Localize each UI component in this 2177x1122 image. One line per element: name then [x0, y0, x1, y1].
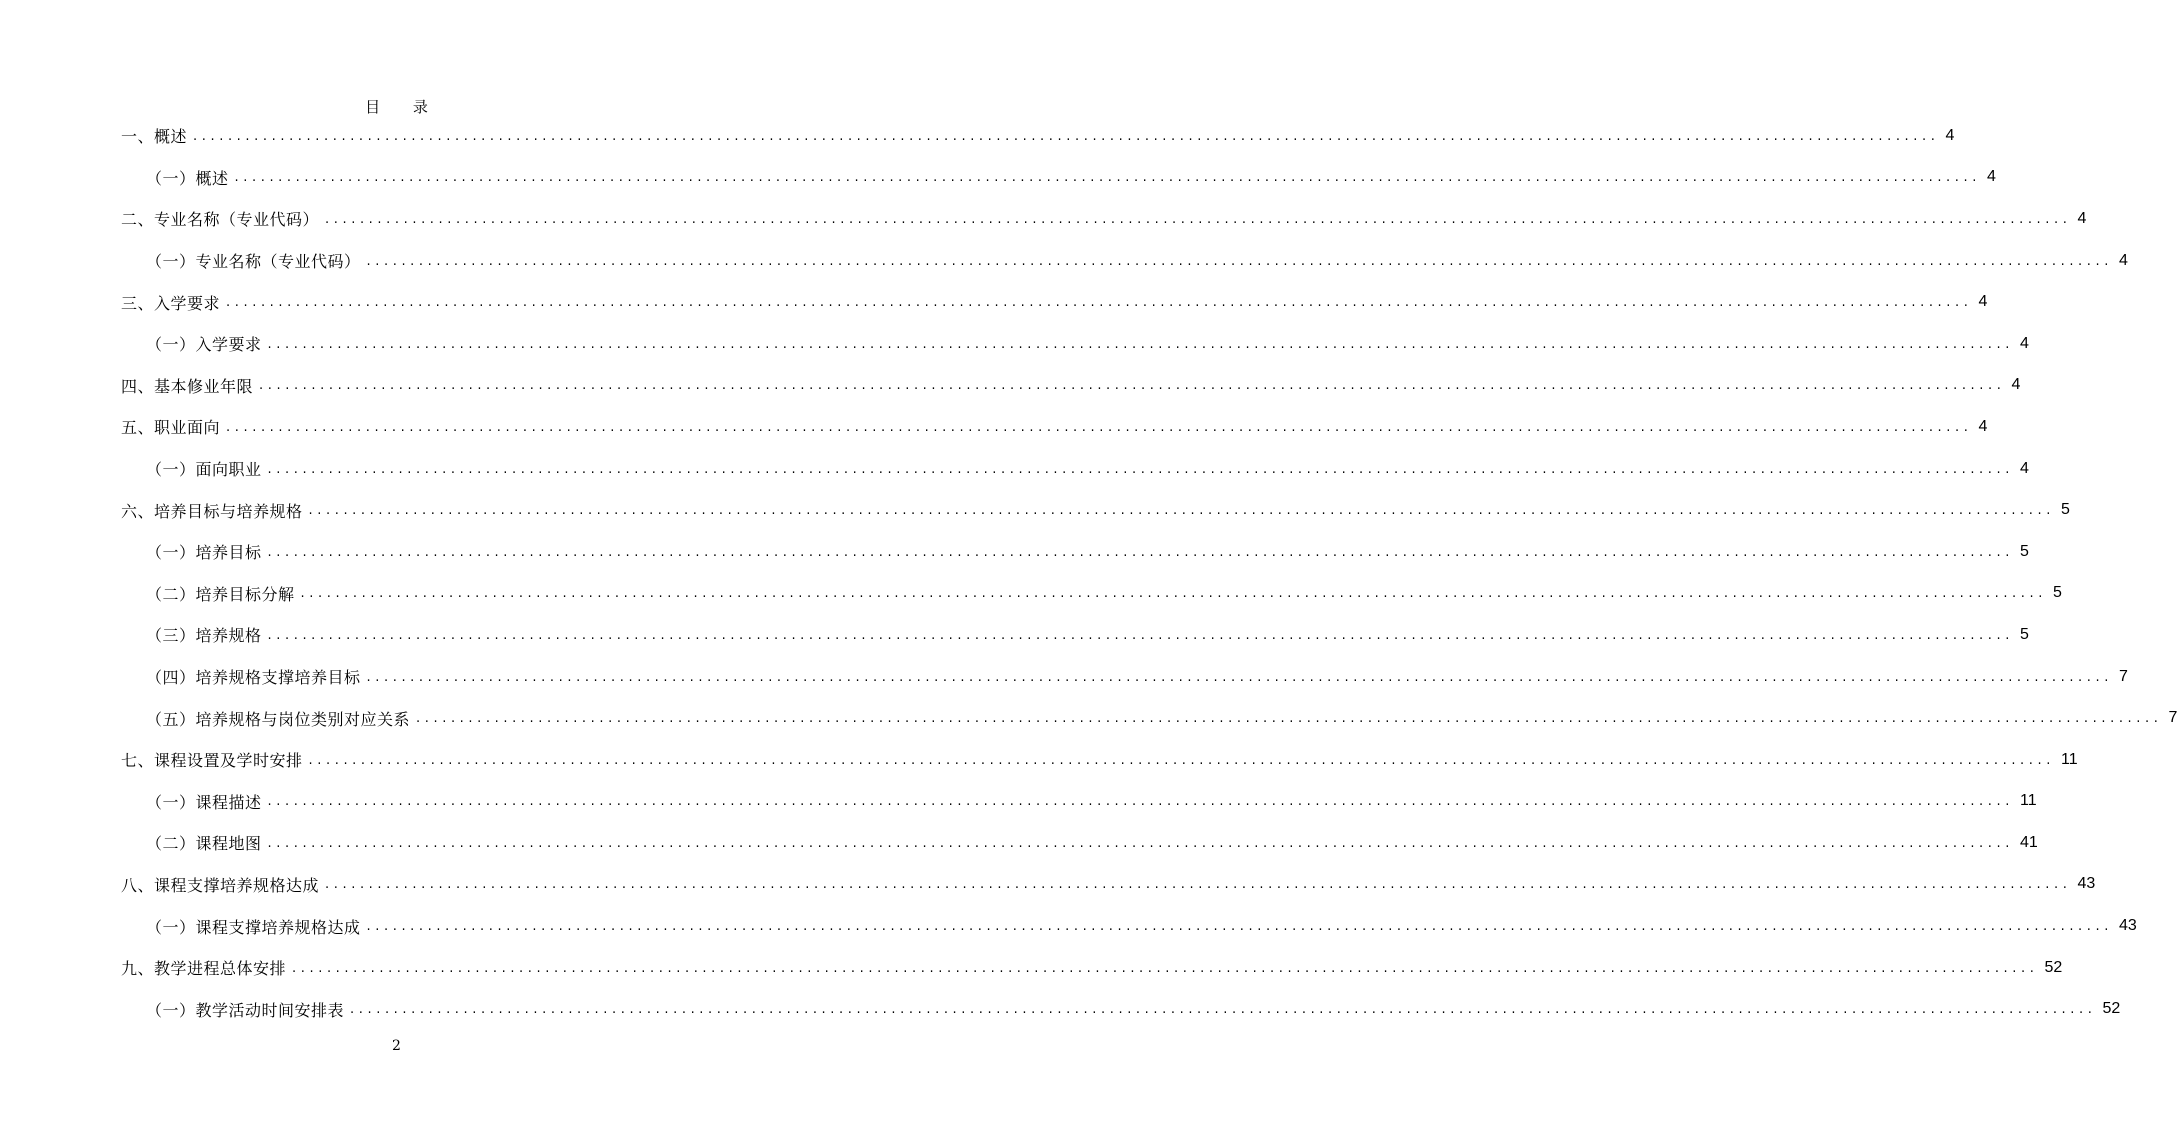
toc-entry-page-number: 41 — [2019, 833, 2038, 851]
toc-entry-page-number: 4 — [1978, 417, 1988, 435]
toc-entry-page-number: 5 — [2019, 542, 2029, 560]
toc-entry[interactable] — [0, 739, 2078, 781]
toc-entry[interactable] — [0, 781, 2037, 823]
toc-dot-leader: ........................................................................................................................................................................................................ — [292, 960, 2039, 976]
toc-entry-title: （一）专业名称（专业代码） — [146, 252, 361, 272]
toc-dot-leader: ........................................................................................................................................................................................................ — [366, 919, 2113, 935]
toc-entry-title: 八、课程支撑培养规格达成 — [121, 875, 320, 895]
toc-entry-page-number: 7 — [2118, 667, 2128, 685]
toc-entry-title: （五）培养规格与岗位类别对应关系 — [146, 709, 411, 729]
toc-dot-leader: ........................................................................................................................................................................................................ — [366, 669, 2113, 685]
toc-entry-title: 四、基本修业年限 — [121, 376, 254, 396]
toc-entry[interactable] — [0, 822, 2038, 864]
toc-dot-leader: ........................................................................................................................................................................................................ — [267, 794, 2014, 810]
toc-entry-title: （四）培养规格支撑培养目标 — [146, 668, 361, 688]
toc-entry[interactable] — [0, 864, 2096, 906]
toc-entry-page-number: 5 — [2052, 584, 2062, 602]
toc-entry-page-number: 5 — [2060, 501, 2070, 519]
toc-entry-page-number: 43 — [2077, 875, 2096, 893]
toc-dot-leader: ........................................................................................................................................................................................................ — [267, 336, 2014, 352]
toc-entry[interactable] — [0, 198, 2087, 240]
toc-entry-title: 五、职业面向 — [121, 418, 221, 438]
toc-dot-leader: ........................................................................................................................................................................................................ — [366, 253, 2113, 269]
toc-entry[interactable] — [0, 240, 2128, 282]
toc-entry[interactable] — [0, 448, 2029, 490]
toc-entry-page-number: 4 — [2011, 376, 2021, 394]
toc-entry-page-number: 11 — [2019, 792, 2037, 810]
toc-entry-title: （三）培养规格 — [146, 626, 262, 646]
page-number: 2 — [392, 1038, 401, 1054]
toc-entry[interactable] — [0, 323, 2029, 365]
toc-dot-leader: ........................................................................................................................................................................................................ — [267, 544, 2014, 560]
toc-entry-title: 七、课程设置及学时安排 — [121, 751, 303, 771]
toc-dot-leader: ........................................................................................................................................................................................................ — [350, 1002, 2097, 1018]
toc-entry-title: （一）教学活动时间安排表 — [146, 1000, 345, 1020]
toc-entry-page-number: 4 — [2019, 459, 2029, 477]
toc-dot-leader: ........................................................................................................................................................................................................ — [300, 586, 2047, 602]
toc-dot-leader: ........................................................................................................................................................................................................ — [325, 877, 2072, 893]
toc-entry[interactable] — [0, 531, 2029, 573]
toc-entry-title: （一）入学要求 — [146, 335, 262, 355]
toc-entry-title: （二）课程地图 — [146, 834, 262, 854]
toc-entry[interactable] — [0, 115, 1955, 157]
toc-dot-leader: ........................................................................................................................................................................................................ — [267, 835, 2014, 851]
toc-dot-leader: ........................................................................................................................................................................................................ — [226, 295, 1973, 311]
toc-entry[interactable] — [0, 697, 2177, 739]
toc-dot-leader: ........................................................................................................................................................................................................ — [267, 627, 2014, 643]
toc-entry-title: 九、教学进程总体安排 — [121, 959, 287, 979]
page-title: 目 录 — [365, 98, 442, 116]
toc-dot-leader: ........................................................................................................................................................................................................ — [416, 711, 2163, 727]
toc-entry[interactable] — [0, 157, 1996, 199]
toc-entry-title: 二、专业名称（专业代码） — [121, 210, 320, 230]
toc-entry-page-number: 4 — [2019, 334, 2029, 352]
toc-entry-title: （一）课程支撑培养规格达成 — [146, 917, 361, 937]
toc-entry[interactable] — [0, 281, 1988, 323]
toc-dot-leader: ........................................................................................................................................................................................................ — [226, 419, 1973, 435]
toc-entry[interactable] — [0, 905, 2137, 947]
toc-entry-page-number: 4 — [1978, 293, 1988, 311]
toc-dot-leader: ........................................................................................................................................................................................................ — [308, 503, 2055, 519]
toc-entry[interactable] — [0, 947, 2063, 989]
toc-entry[interactable] — [0, 614, 2029, 656]
toc-dot-leader: ........................................................................................................................................................................................................ — [308, 752, 2055, 768]
toc-entry-title: （一）面向职业 — [146, 460, 262, 480]
toc-dot-leader: ........................................................................................................................................................................................................ — [267, 461, 2014, 477]
toc-entry[interactable] — [0, 656, 2128, 698]
toc-entry-page-number: 4 — [1986, 168, 1996, 186]
toc-entry-page-number: 5 — [2019, 625, 2029, 643]
toc-entry-page-number: 4 — [2118, 251, 2128, 269]
toc-dot-leader: ........................................................................................................................................................................................................ — [325, 211, 2072, 227]
toc-entry-page-number: 4 — [2077, 209, 2087, 227]
table-of-contents — [0, 115, 2177, 1030]
toc-entry-page-number: 52 — [2044, 958, 2063, 976]
toc-entry-page-number: 7 — [2168, 709, 2177, 727]
toc-entry-page-number: 11 — [2060, 750, 2078, 768]
toc-dot-leader: ........................................................................................................................................................................................................ — [259, 378, 2006, 394]
toc-entry-title: 六、培养目标与培养规格 — [121, 501, 303, 521]
toc-entry-page-number: 52 — [2102, 1000, 2121, 1018]
toc-dot-leader: ........................................................................................................................................................................................................ — [234, 170, 1981, 186]
toc-entry-title: 三、入学要求 — [121, 293, 221, 313]
toc-entry-title: （一）培养目标 — [146, 543, 262, 563]
toc-entry[interactable] — [0, 573, 2062, 615]
toc-entry-page-number: 43 — [2118, 917, 2137, 935]
toc-entry[interactable] — [0, 406, 1988, 448]
toc-entry-title: （一）课程描述 — [146, 792, 262, 812]
toc-entry-title: （一）概述 — [146, 168, 229, 188]
toc-entry[interactable] — [0, 365, 2021, 407]
toc-entry[interactable] — [0, 988, 2121, 1030]
toc-dot-leader: ........................................................................................................................................................................................................ — [193, 128, 1940, 144]
toc-entry-title: （二）培养目标分解 — [146, 584, 295, 604]
toc-entry-title: 一、概述 — [121, 127, 188, 147]
toc-entry[interactable] — [0, 489, 2070, 531]
toc-entry-page-number: 4 — [1945, 126, 1955, 144]
